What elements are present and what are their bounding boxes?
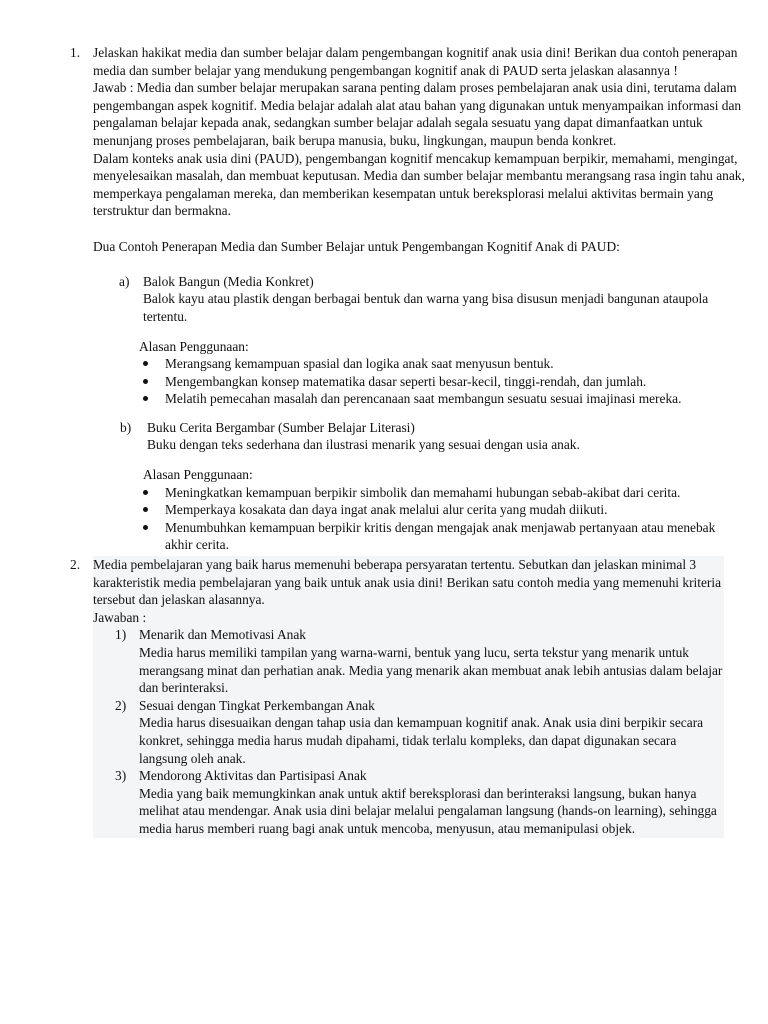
list-item: Memperkaya kosakata dan daya ingat anak melalui alur cerita yang mudah diikuti. [141, 501, 746, 519]
answer-1-paragraph-2: Dalam konteks anak usia dini (PAUD), pengembangan kognitif mencakup kemampuan berpikir, memahami, mengingat, menyelesaikan masalah, dan membuat keputusan. Media dan sumber belajar membantu merangsang rasa ingin tahu anak, memperkaya pengalaman mereka, dan memberikan kesempatan untuk bereksplorasi melalui aktivitas bermain yang terstruktur dan bermakna. [93, 150, 745, 219]
example-b-label: b) [120, 419, 132, 435]
list-item [93, 697, 724, 767]
example-b-reason-title: Alasan Penggunaan: [143, 467, 253, 483]
list-item-number: 3) [115, 768, 127, 784]
question-2 [0, 556, 768, 838]
list-item: Melatih pemecahan masalah dan perencanaan saat membangun sesuatu sesuai imajinasi mereka. [141, 390, 746, 408]
example-a-reasons [141, 355, 746, 408]
answer-1-paragraph-1: Jawab : Media dan sumber belajar merupakan sarana penting dalam proses pembelajaran anak usia dini, terutama dalam pengembangan aspek kognitif. Media belajar adalah alat atau bahan yang digunakan untuk menyampaikan informasi dan pengalaman belajar kepada anak, sedangkan sumber belajar adalah segala sesuatu yang dapat dimanfaatkan untuk menunjang proses pembelajaran, baik berupa manusia, buku, lingkungan, maupun benda konkret. [93, 80, 742, 148]
question-1-number: 1. [70, 45, 81, 60]
example-a-reason-title: Alasan Penggunaan: [139, 338, 249, 354]
list-item: Meningkatkan kemampuan berpikir simbolik dan memahami hubungan sebab-akibat dari cerita. [141, 484, 746, 502]
list-item-body: Media yang baik memungkinkan anak untuk aktif bereksplorasi dan berinteraksi langsung, bukan hanya melihat atau mendengar. Anak usia dini belajar melalui pengalaman langsung (hands-on learning), sehingga media harus memberi ruang bagi anak untuk mencoba, menyusun, atau memanipulasi objek. [139, 785, 717, 836]
example-b-reasons [141, 484, 746, 554]
example-a [93, 273, 746, 408]
list-item-title: Sesuai dengan Tingkat Perkembangan Anak [139, 697, 375, 713]
example-a-label: a) [119, 273, 130, 289]
question-1 [0, 44, 768, 554]
list-item-body: Media harus memiliki tampilan yang warna-warni, bentuk yang lucu, serta tekstur yang menarik untuk merangsang minat dan perhatian anak. Media yang menarik akan membuat anak lebih antusias dalam belajar dan berinteraksi. [139, 645, 723, 696]
question-2-text: Media pembelajaran yang baik harus memenuhi beberapa persyaratan tertentu. Sebutkan dan jelaskan minimal 3 karakteristik media pembelajaran yang baik untuk anak usia dini! Berikan satu contoh media yang memenuhi kriteria tersebut dan jelaskan alasannya. [93, 557, 722, 608]
example-a-description: Balok kayu atau plastik dengan berbagai bentuk dan warna yang bisa disusun menjadi bangunan ataupola tertentu. [143, 291, 709, 324]
list-item-title: Mendorong Aktivitas dan Partisipasi Anak [139, 768, 367, 784]
example-b-description: Buku dengan teks sederhana dan ilustrasi menarik yang sesuai dengan usia anak. [147, 437, 580, 453]
characteristics-list [93, 626, 724, 837]
list-item [93, 626, 724, 696]
answer-2-label: Jawaban : [93, 609, 147, 625]
question-2-block [93, 556, 724, 838]
list-item [93, 767, 724, 837]
list-item: Merangsang kemampuan spasial dan logika anak saat menyusun bentuk. [141, 355, 746, 373]
example-b [93, 419, 746, 554]
list-item: Menumbuhkan kemampuan berpikir kritis dengan mengajak anak menjawab pertanyaan atau menebak akhir cerita. [141, 519, 746, 554]
list-item: Mengembangkan konsep matematika dasar seperti besar-kecil, tinggi-rendah, dan jumlah. [141, 373, 746, 391]
example-b-title: Buku Cerita Bergambar (Sumber Belajar Literasi) [147, 419, 415, 435]
question-2-number: 2. [70, 557, 81, 573]
list-item-number: 2) [115, 697, 127, 713]
example-a-title: Balok Bangun (Media Konkret) [143, 273, 314, 289]
examples-heading: Dua Contoh Penerapan Media dan Sumber Belajar untuk Pengembangan Kognitif Anak di PAUD: [93, 238, 620, 254]
document-page [0, 44, 768, 838]
list-item-body: Media harus disesuaikan dengan tahap usia dan kemampuan kognitif anak. Anak usia dini berpikir secara konkret, sehingga media harus mudah dipahami, tidak terlalu kompleks, dan dapat digunakan secara langsung oleh anak. [139, 715, 704, 766]
list-item-title: Menarik dan Memotivasi Anak [139, 627, 306, 643]
question-1-text: Jelaskan hakikat media dan sumber belajar dalam pengembangan kognitif anak usia dini! Berikan dua contoh penerapan media dan sumber belajar yang mendukung pengembangan kognitif anak di PAUD serta jelaskan alasannya ! [93, 45, 738, 78]
list-item-number: 1) [115, 627, 127, 643]
